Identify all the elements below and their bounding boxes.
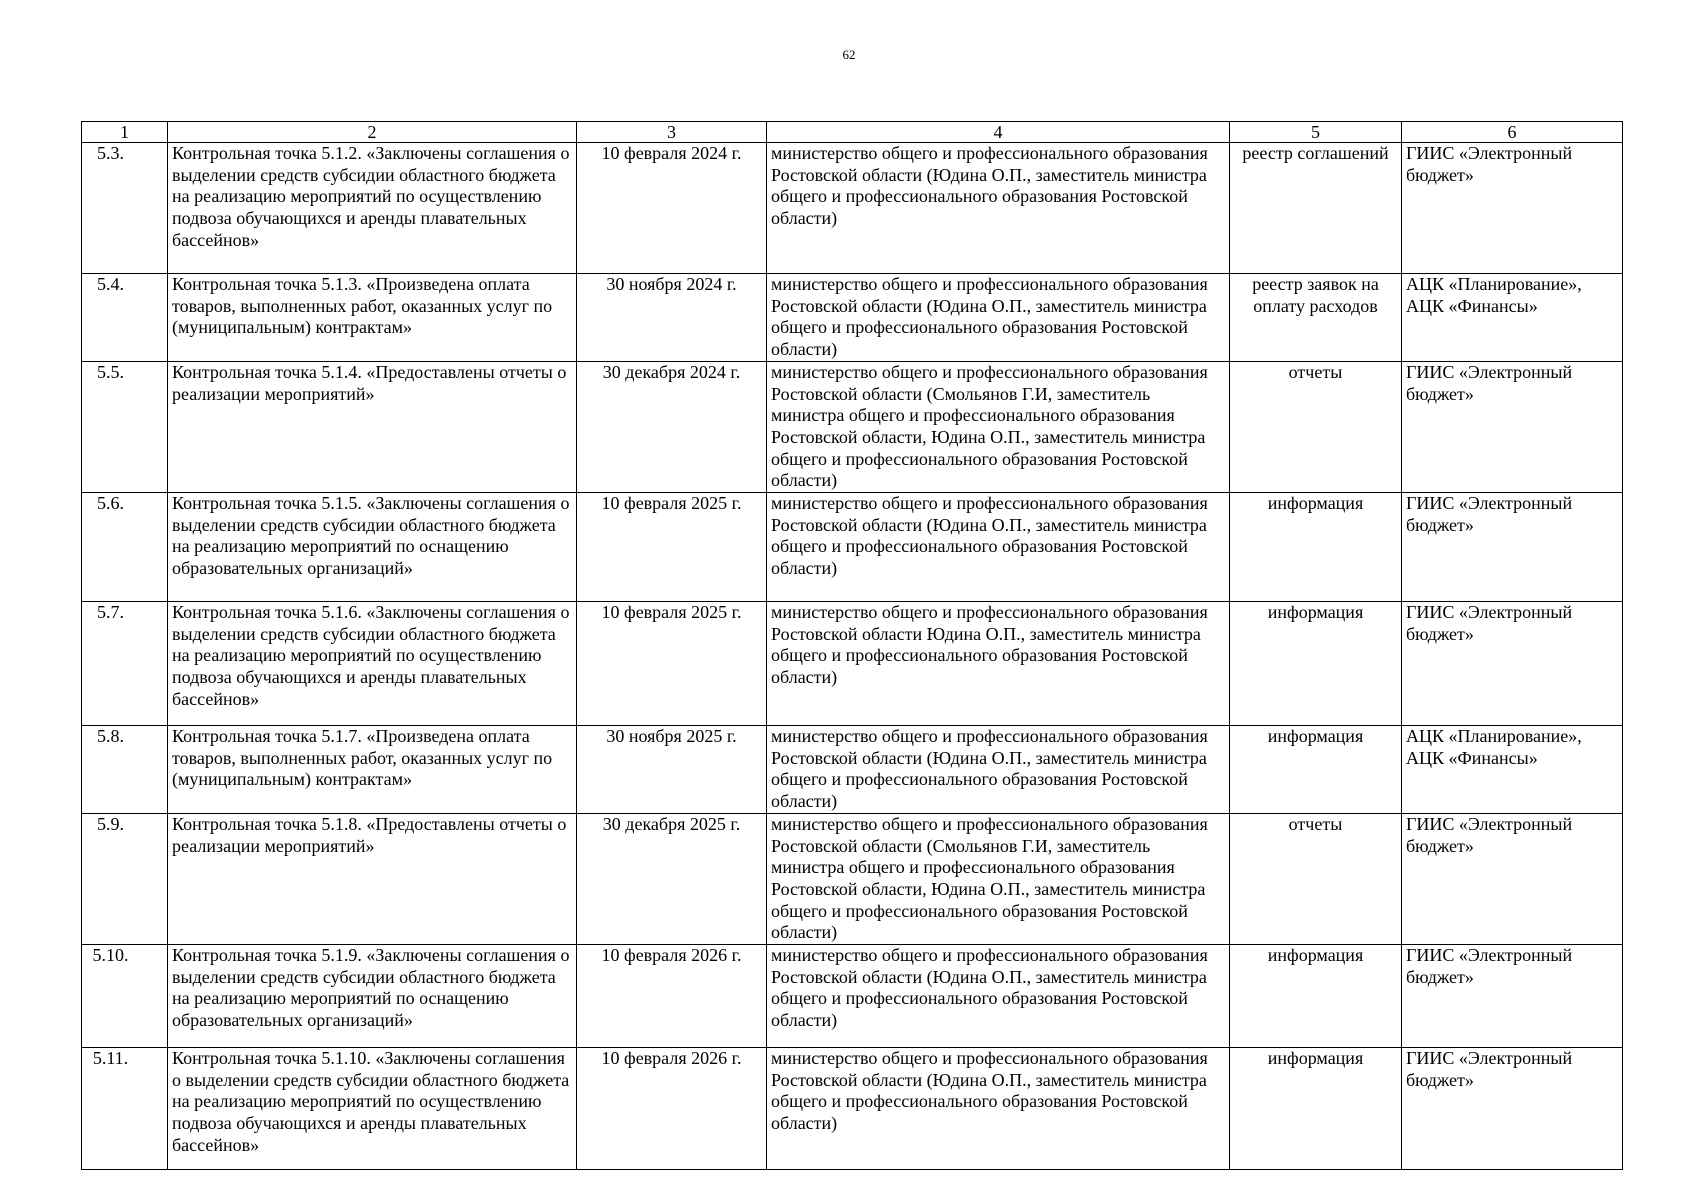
information-system: ГИИС «Электронный бюджет» [1402,493,1623,602]
information-system: ГИИС «Электронный бюджет» [1402,143,1623,274]
page-number: 62 [842,47,856,62]
control-point-title: Контрольная точка 5.1.8. «Предоставлены отчеты о реализации мероприятий» [168,813,577,944]
due-date: 10 февраля 2026 г. [577,1048,767,1170]
column-number: 2 [168,122,577,143]
due-date: 30 декабря 2024 г. [577,361,767,492]
table-row [82,813,1623,944]
responsible-executor: министерство общего и профессионального образования Ростовской области (Смольянов Г.И, заместитель министра общего и профессионального образования Ростовской области, Юдина О.П., заместитель министра общего и профессионального образования Ростовской области) [767,813,1230,944]
information-system: ГИИС «Электронный бюджет» [1402,1048,1623,1170]
confirming-document: информация [1230,602,1402,726]
table-row [82,726,1623,814]
column-number: 1 [82,122,168,143]
information-system: ГИИС «Электронный бюджет» [1402,945,1623,1048]
confirming-document: информация [1230,1048,1402,1170]
row-number: 5.9. [82,813,168,944]
confirming-document: информация [1230,726,1402,814]
control-point-title: Контрольная точка 5.1.10. «Заключены соглашения о выделении средств субсидии областного бюджета на реализацию мероприятий по осуществлению подвоза обучающихся и аренды плавательных бассейнов» [168,1048,577,1170]
control-point-title: Контрольная точка 5.1.6. «Заключены соглашения о выделении средств субсидии областного бюджета на реализацию мероприятий по осуществлению подвоза обучающихся и аренды плавательных бассейнов» [168,602,577,726]
row-number: 5.6. [82,493,168,602]
table-row [82,361,1623,492]
confirming-document: реестр соглашений [1230,143,1402,274]
table-row [82,493,1623,602]
due-date: 10 февраля 2025 г. [577,493,767,602]
responsible-executor: министерство общего и профессионального образования Ростовской области (Юдина О.П., заместитель министра общего и профессионального образования Ростовской области) [767,493,1230,602]
row-number: 5.11. [82,1048,168,1170]
column-number: 3 [577,122,767,143]
table-row [82,274,1623,362]
row-number: 5.3. [82,143,168,274]
table-row [82,602,1623,726]
row-number: 5.5. [82,361,168,492]
information-system: АЦК «Планирование», АЦК «Финансы» [1402,274,1623,362]
due-date: 10 февраля 2026 г. [577,945,767,1048]
control-point-title: Контрольная точка 5.1.5. «Заключены соглашения о выделении средств субсидии областного бюджета на реализацию мероприятий по оснащению образовательных организаций» [168,493,577,602]
due-date: 10 февраля 2024 г. [577,143,767,274]
control-points-table [81,121,1623,1170]
information-system: ГИИС «Электронный бюджет» [1402,602,1623,726]
row-number: 5.10. [82,945,168,1048]
table-row [82,143,1623,274]
information-system: АЦК «Планирование», АЦК «Финансы» [1402,726,1623,814]
due-date: 30 ноября 2024 г. [577,274,767,362]
control-point-title: Контрольная точка 5.1.7. «Произведена оплата товаров, выполненных работ, оказанных услуг по (муниципальным) контрактам» [168,726,577,814]
responsible-executor: министерство общего и профессионального образования Ростовской области (Смольянов Г.И, заместитель министра общего и профессионального образования Ростовской области, Юдина О.П., заместитель министра общего и профессионального образования Ростовской области) [767,361,1230,492]
confirming-document: отчеты [1230,361,1402,492]
confirming-document: информация [1230,945,1402,1048]
information-system: ГИИС «Электронный бюджет» [1402,361,1623,492]
row-number: 5.7. [82,602,168,726]
responsible-executor: министерство общего и профессионального образования Ростовской области (Юдина О.П., заместитель министра общего и профессионального образования Ростовской области) [767,143,1230,274]
responsible-executor: министерство общего и профессионального образования Ростовской области Юдина О.П., заместитель министра общего и профессионального образования Ростовской области) [767,602,1230,726]
control-point-title: Контрольная точка 5.1.9. «Заключены соглашения о выделении средств субсидии областного бюджета на реализацию мероприятий по оснащению образовательных организаций» [168,945,577,1048]
due-date: 10 февраля 2025 г. [577,602,767,726]
control-point-title: Контрольная точка 5.1.2. «Заключены соглашения о выделении средств субсидии областного бюджета на реализацию мероприятий по осуществлению подвоза обучающихся и аренды плавательных бассейнов» [168,143,577,274]
table-row [82,945,1623,1048]
due-date: 30 декабря 2025 г. [577,813,767,944]
confirming-document: отчеты [1230,813,1402,944]
responsible-executor: министерство общего и профессионального образования Ростовской области (Юдина О.П., заместитель министра общего и профессионального образования Ростовской области) [767,1048,1230,1170]
responsible-executor: министерство общего и профессионального образования Ростовской области (Юдина О.П., заместитель министра общего и профессионального образования Ростовской области) [767,726,1230,814]
column-number: 4 [767,122,1230,143]
row-number: 5.8. [82,726,168,814]
information-system: ГИИС «Электронный бюджет» [1402,813,1623,944]
control-point-title: Контрольная точка 5.1.4. «Предоставлены отчеты о реализации мероприятий» [168,361,577,492]
confirming-document: информация [1230,493,1402,602]
table-row [82,1048,1623,1170]
responsible-executor: министерство общего и профессионального образования Ростовской области (Юдина О.П., заместитель министра общего и профессионального образования Ростовской области) [767,945,1230,1048]
responsible-executor: министерство общего и профессионального образования Ростовской области (Юдина О.П., заместитель министра общего и профессионального образования Ростовской области) [767,274,1230,362]
row-number: 5.4. [82,274,168,362]
confirming-document: реестр заявок на оплату расходов [1230,274,1402,362]
column-number: 5 [1230,122,1402,143]
control-point-title: Контрольная точка 5.1.3. «Произведена оплата товаров, выполненных работ, оказанных услуг по (муниципальным) контрактам» [168,274,577,362]
due-date: 30 ноября 2025 г. [577,726,767,814]
column-number-row [82,122,1623,143]
column-number: 6 [1402,122,1623,143]
